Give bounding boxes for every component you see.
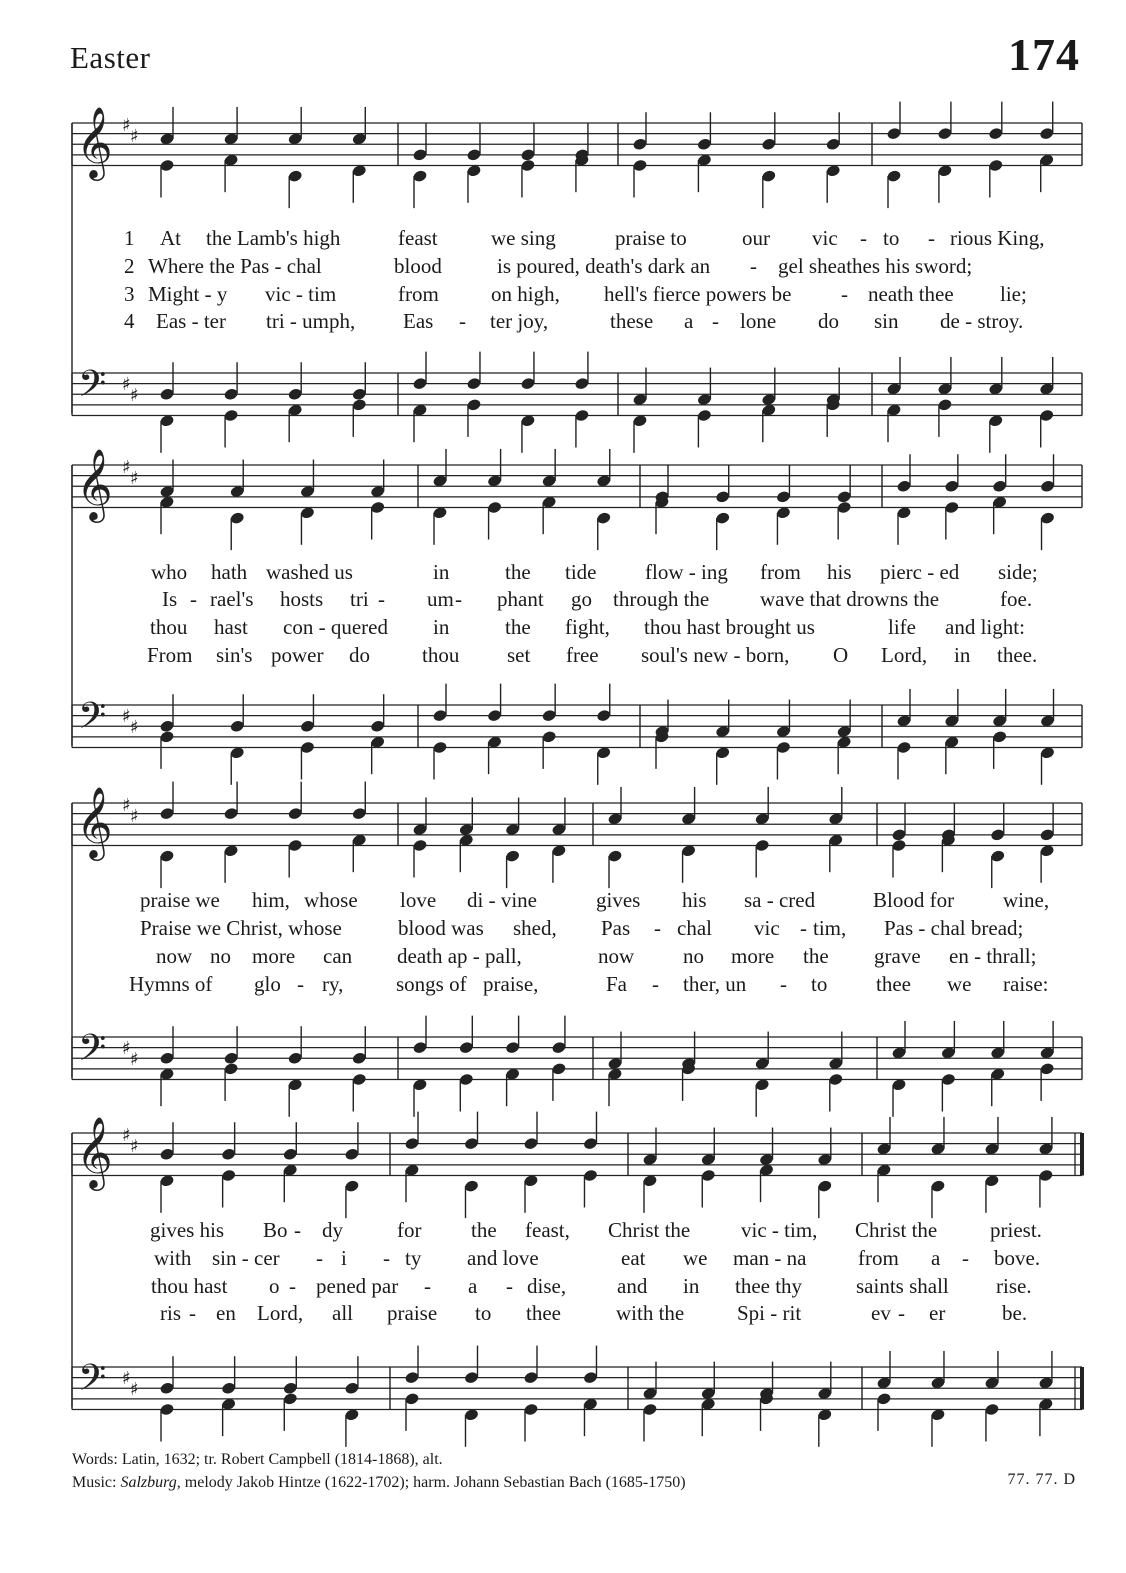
lyric-syllable: praise: [387, 1301, 438, 1325]
lyric-syllable: vic - tim: [265, 282, 337, 306]
lyric-syllable: ris: [160, 1301, 181, 1325]
lyric-syllable: man - na: [733, 1246, 807, 1270]
lyric-syllable: -: [928, 226, 935, 250]
lyric-syllable: lone: [740, 309, 777, 333]
sharp-icon: ♯: [130, 126, 139, 147]
lyric-syllable: -: [750, 254, 757, 278]
sharp-icon: ♯: [122, 115, 131, 136]
sharp-icon: ♯: [130, 717, 139, 738]
lyric-syllable: praise to: [615, 226, 687, 250]
lyric-syllable: the: [505, 560, 531, 584]
meter: 77. 77. D: [1007, 1471, 1076, 1488]
lyric-syllable: Praise we Christ, whose: [140, 916, 342, 940]
lyric-syllable: we sing: [491, 226, 556, 250]
lyric-syllable: -: [841, 282, 848, 306]
lyric-syllable: from: [398, 282, 439, 306]
lyric-syllable: en - thrall;: [949, 944, 1037, 968]
lyric-syllable: hath: [211, 560, 248, 584]
lyric-syllable: -: [455, 587, 462, 611]
lyric-line-3-1: [0, 888, 1126, 916]
lyric-syllable: ev: [871, 1301, 891, 1325]
sharp-icon: ♯: [122, 1125, 131, 1146]
music-label: Music:: [72, 1474, 117, 1491]
lyric-syllable: er: [929, 1301, 946, 1325]
lyric-syllable: ry,: [322, 972, 344, 996]
verse-number: 2: [124, 254, 135, 278]
sharp-icon: ♯: [122, 795, 131, 816]
lyric-syllable: with the: [616, 1301, 685, 1325]
sharp-icon: ♯: [130, 385, 139, 406]
lyric-syllable: in: [954, 643, 971, 667]
sharp-icon: ♯: [130, 806, 139, 827]
lyric-syllable: rael's: [210, 587, 254, 611]
lyric-syllable: vic - tim,: [741, 1218, 818, 1242]
music-text: melody Jakob Hintze (1622-1702); harm. Johann Sebastian Bach (1685-1750): [184, 1474, 686, 1491]
lyric-syllable: thee.: [997, 643, 1038, 667]
lyric-syllable: no: [683, 944, 704, 968]
lyric-syllable: can: [323, 944, 353, 968]
lyric-syllable: Lord,: [257, 1301, 304, 1325]
lyric-syllable: -: [652, 972, 659, 996]
lyric-syllable: life: [888, 615, 916, 639]
lyric-syllable: -: [654, 916, 661, 940]
lyric-syllable: Bo: [263, 1218, 288, 1242]
lyric-syllable: vic: [754, 916, 780, 940]
lyric-syllable: saints shall: [856, 1274, 949, 1298]
lyric-syllable: death ap - pall,: [397, 944, 522, 968]
lyric-syllable: bove.: [994, 1246, 1041, 1270]
lyric-syllable: Where the Pas - chal: [148, 254, 322, 278]
lyric-syllable: the: [803, 944, 829, 968]
lyric-syllable: Hymns of: [129, 972, 213, 996]
lyric-syllable: Pas: [601, 916, 631, 940]
lyric-line-1-3: [0, 282, 1126, 310]
lyric-syllable: no: [210, 944, 231, 968]
words-text: Latin, 1632; tr. Robert Campbell (1814-1868), alt.: [121, 1451, 443, 1468]
lyric-syllable: de - stroy.: [940, 309, 1024, 333]
lyric-syllable: rious King,: [950, 226, 1045, 250]
lyric-syllable: a: [684, 309, 694, 333]
lyric-syllable: thou hast: [151, 1274, 228, 1298]
sharp-icon: ♯: [130, 1379, 139, 1400]
sharp-icon: ♯: [130, 1049, 139, 1070]
lyric-syllable: hell's fierce powers be: [604, 282, 792, 306]
lyric-line-4-4: [0, 1301, 1126, 1329]
lyric-syllable: is poured, death's dark an: [497, 254, 711, 278]
tune-name: Salzburg,: [120, 1474, 181, 1491]
lyric-line-2-4: [0, 643, 1126, 671]
lyric-syllable: Fa: [606, 972, 627, 996]
lyric-syllable: -: [780, 972, 787, 996]
lyric-syllable: -: [800, 916, 807, 940]
lyric-line-2-1: [0, 560, 1126, 588]
lyric-line-4-3: [0, 1274, 1126, 1302]
lyric-syllable: gel sheathes his sword;: [778, 254, 973, 278]
lyric-syllable: from: [858, 1246, 899, 1270]
lyric-syllable: ter joy,: [490, 309, 549, 333]
lyric-syllable: free: [566, 643, 599, 667]
lyric-syllable: for: [397, 1218, 422, 1242]
sharp-icon: ♯: [130, 1136, 139, 1157]
lyric-syllable: to: [475, 1301, 492, 1325]
lyric-syllable: Christ the: [855, 1218, 938, 1242]
section-title: Easter: [70, 40, 151, 75]
lyric-line-2-2: [0, 587, 1126, 615]
lyric-syllable: in: [433, 560, 450, 584]
lyric-syllable: grave: [874, 944, 921, 968]
lyric-syllable: ther, un: [683, 972, 747, 996]
lyric-syllable: -: [424, 1274, 431, 1298]
lyric-syllable: rise.: [996, 1274, 1032, 1298]
lyric-syllable: feast: [398, 226, 438, 250]
credits: [72, 1448, 686, 1494]
lyric-syllable: en: [216, 1301, 236, 1325]
lyric-line-3-2: [0, 916, 1126, 944]
lyric-syllable: all: [332, 1301, 353, 1325]
lyric-syllable: fight,: [565, 615, 610, 639]
lyric-syllable: thou: [150, 615, 188, 639]
lyric-syllable: -: [289, 1274, 296, 1298]
lyric-line-2-3: [0, 615, 1126, 643]
treble-clef-icon: 𝄞: [76, 105, 113, 178]
lyric-syllable: -: [459, 309, 466, 333]
lyric-syllable: shed,: [513, 916, 557, 940]
lyric-syllable: sin's: [216, 643, 253, 667]
lyric-syllable: eat: [621, 1246, 646, 1270]
lyric-line-1-1: [0, 226, 1126, 254]
lyric-syllable: feast,: [525, 1218, 570, 1242]
bass-clef-icon: 𝄢: [78, 695, 107, 746]
lyric-syllable: whose: [304, 888, 358, 912]
lyric-syllable: -: [297, 972, 304, 996]
lyric-syllable: -: [383, 1246, 390, 1270]
lyric-syllable: O: [833, 643, 849, 667]
lyric-syllable: priest.: [990, 1218, 1042, 1242]
lyric-syllable: phant: [497, 587, 544, 611]
lyric-syllable: hosts: [280, 587, 324, 611]
lyric-syllable: neath thee: [868, 282, 954, 306]
lyric-syllable: Might - y: [148, 282, 228, 306]
lyric-line-4-2: [0, 1246, 1126, 1274]
lyric-syllable: Is: [162, 587, 178, 611]
lyric-syllable: soul's new - born,: [641, 643, 790, 667]
lyric-syllable: sa - cred: [744, 888, 816, 912]
lyric-syllable: tri: [350, 587, 369, 611]
sharp-icon: ♯: [122, 706, 131, 727]
lyric-syllable: hast: [214, 615, 248, 639]
lyric-syllable: pened par: [316, 1274, 399, 1298]
lyric-syllable: these: [610, 309, 654, 333]
lyric-line-1-2: [0, 254, 1126, 282]
lyric-syllable: raise:: [1003, 972, 1049, 996]
lyric-syllable: more: [252, 944, 296, 968]
lyric-syllable: who: [151, 560, 188, 584]
lyric-syllable: side;: [998, 560, 1038, 584]
lyric-syllable: be.: [1002, 1301, 1028, 1325]
lyric-syllable: now: [598, 944, 635, 968]
lyric-syllable: in: [433, 615, 450, 639]
sharp-icon: ♯: [122, 457, 131, 478]
lyric-syllable: blood: [394, 254, 442, 278]
lyric-syllable: -: [294, 1218, 301, 1242]
lyric-syllable: more: [731, 944, 775, 968]
lyric-syllable: dy: [322, 1218, 343, 1242]
lyric-syllable: foe.: [1000, 587, 1033, 611]
lyric-syllable: Blood for: [873, 888, 955, 912]
lyric-syllable: o: [269, 1274, 280, 1298]
lyric-syllable: dise,: [527, 1274, 567, 1298]
lyric-syllable: his: [827, 560, 852, 584]
treble-clef-icon: 𝄞: [76, 447, 113, 520]
lyric-syllable: praise,: [483, 972, 539, 996]
lyric-syllable: thee: [526, 1301, 561, 1325]
lyric-syllable: thou: [422, 643, 460, 667]
lyric-syllable: on high,: [491, 282, 560, 306]
bass-clef-icon: 𝄢: [78, 1357, 107, 1408]
verse-number: 4: [124, 309, 135, 333]
lyric-syllable: we: [683, 1246, 708, 1270]
lyric-syllable: gives: [596, 888, 641, 912]
lyric-syllable: his: [682, 888, 707, 912]
lyric-syllable: and light:: [945, 615, 1025, 639]
lyric-syllable: and: [617, 1274, 648, 1298]
lyric-syllable: -: [506, 1274, 513, 1298]
lyric-syllable: tide: [565, 560, 597, 584]
lyric-syllable: -: [898, 1301, 905, 1325]
lyric-syllable: gives his: [150, 1218, 225, 1242]
lyric-syllable: praise we: [140, 888, 220, 912]
lyric-syllable: to: [883, 226, 900, 250]
lyric-syllable: Spi - rit: [737, 1301, 802, 1325]
lyric-syllable: tim,: [813, 916, 847, 940]
lyric-syllable: sin: [874, 309, 899, 333]
lyric-syllable: vic: [812, 226, 838, 250]
treble-clef-icon: 𝄞: [76, 785, 113, 858]
lyric-syllable: blood was: [398, 916, 484, 940]
lyric-syllable: thee: [876, 972, 911, 996]
lyric-syllable: the: [471, 1218, 497, 1242]
credits-words: [72, 1448, 686, 1471]
lyric-syllable: glo: [254, 972, 281, 996]
lyric-syllable: At: [160, 226, 181, 250]
words-label: Words:: [72, 1451, 118, 1468]
lyric-syllable: pierc - ed: [880, 560, 960, 584]
lyric-syllable: ty: [405, 1246, 422, 1270]
lyric-syllable: thee thy: [735, 1274, 803, 1298]
lyric-syllable: a: [931, 1246, 941, 1270]
lyric-syllable: chal: [677, 916, 712, 940]
lyric-syllable: Lord,: [881, 643, 928, 667]
lyric-syllable: -: [316, 1246, 323, 1270]
lyric-syllable: Eas: [403, 309, 434, 333]
lyric-syllable: -: [860, 226, 867, 250]
lyric-syllable: songs of: [396, 972, 467, 996]
sharp-icon: ♯: [122, 1038, 131, 1059]
lyric-syllable: Pas - chal bread;: [884, 916, 1024, 940]
sharp-icon: ♯: [130, 468, 139, 489]
lyric-syllable: power: [271, 643, 324, 667]
lyric-syllable: washed us: [266, 560, 353, 584]
lyric-syllable: lie;: [1000, 282, 1027, 306]
lyric-syllable: do: [818, 309, 839, 333]
lyric-syllable: through the: [613, 587, 710, 611]
lyric-syllable: him,: [252, 888, 290, 912]
lyric-syllable: -: [190, 587, 197, 611]
bass-clef-icon: 𝄢: [78, 363, 107, 414]
lyric-syllable: Christ the: [608, 1218, 691, 1242]
credits-music: [72, 1471, 686, 1494]
lyric-syllable: flow - ing: [645, 560, 728, 584]
lyric-syllable: tri - umph,: [266, 309, 356, 333]
lyric-syllable: con - quered: [283, 615, 388, 639]
verse-number: 3: [124, 282, 135, 306]
lyric-syllable: um: [427, 587, 454, 611]
sharp-icon: ♯: [122, 374, 131, 395]
lyric-syllable: do: [349, 643, 370, 667]
lyric-syllable: to: [811, 972, 828, 996]
lyric-syllable: our: [742, 226, 770, 250]
lyric-syllable: Eas - ter: [156, 309, 226, 333]
lyric-syllable: from: [760, 560, 801, 584]
lyric-syllable: a: [468, 1274, 478, 1298]
sharp-icon: ♯: [122, 1368, 131, 1389]
lyric-syllable: -: [378, 587, 385, 611]
lyric-line-4-1: [0, 1218, 1126, 1246]
lyric-syllable: -: [189, 1301, 196, 1325]
lyric-syllable: now: [156, 944, 193, 968]
treble-clef-icon: 𝄞: [76, 1115, 113, 1188]
lyric-syllable: wave that drowns the: [760, 587, 940, 611]
lyric-line-3-4: [0, 972, 1126, 1000]
lyric-syllable: thou hast brought us: [644, 615, 815, 639]
lyric-syllable: we: [947, 972, 972, 996]
lyric-syllable: From: [147, 643, 193, 667]
lyric-syllable: and love: [467, 1246, 539, 1270]
lyric-syllable: in: [683, 1274, 700, 1298]
lyric-syllable: sin - cer: [212, 1246, 280, 1270]
lyric-syllable: -: [712, 309, 719, 333]
lyric-syllable: di - vine: [467, 888, 537, 912]
lyric-syllable: i: [341, 1246, 347, 1270]
lyric-syllable: with: [154, 1246, 192, 1270]
bass-clef-icon: 𝄢: [78, 1027, 107, 1078]
hymn-number: 174: [1008, 29, 1080, 80]
lyric-syllable: the: [505, 615, 531, 639]
lyric-syllable: go: [571, 587, 592, 611]
verse-number: 1: [124, 226, 135, 250]
lyric-syllable: love: [400, 888, 437, 912]
lyric-syllable: wine,: [1003, 888, 1050, 912]
lyric-syllable: set: [507, 643, 531, 667]
lyric-line-1-4: [0, 309, 1126, 337]
lyric-syllable: the Lamb's high: [206, 226, 341, 250]
lyric-syllable: -: [962, 1246, 969, 1270]
lyric-line-3-3: [0, 944, 1126, 972]
